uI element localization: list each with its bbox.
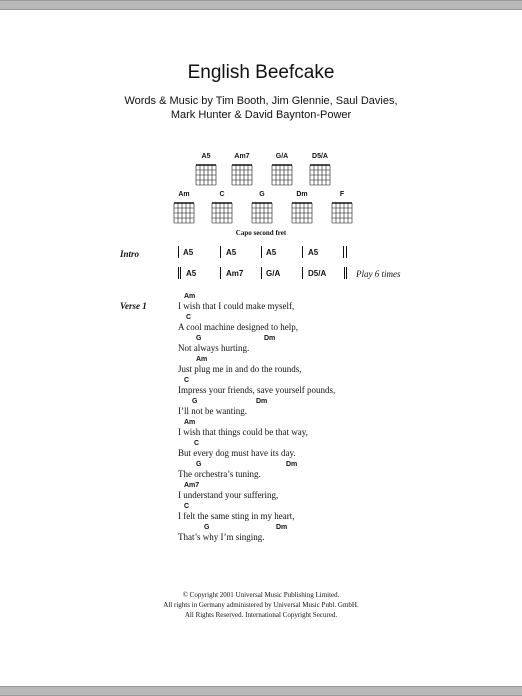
chord-symbol: G	[204, 524, 210, 531]
chord-name: G/A	[275, 153, 289, 160]
credits-line-2: Mark Hunter & David Baynton-Power	[170, 109, 352, 121]
chord-diagram-d5-over-a	[300, 153, 340, 188]
lyric-line: I understand your suffering,	[178, 490, 279, 500]
chord-symbol: G	[192, 398, 198, 405]
lyric-line: I’ll not be wanting.	[178, 406, 247, 416]
lyric-line: I felt the same sting in my heart,	[178, 511, 295, 521]
fretboard-grid	[329, 200, 355, 226]
bar-chord: A5	[183, 248, 194, 257]
chord-symbol: Dm	[276, 524, 288, 531]
lyric-line: The orchestra’s tuning.	[178, 469, 261, 479]
chord-name: Am	[178, 191, 190, 198]
chord-symbol: G	[196, 335, 202, 342]
copyright-notice	[0, 590, 522, 620]
bar-chord: A5	[308, 248, 319, 257]
copyright-line-2: All rights in Germany administered by Universal Music Publ. GmbH.	[163, 601, 359, 609]
bar-chord: D5/A	[308, 269, 327, 278]
lyric-line: Not always hurting.	[178, 343, 250, 353]
chord-name: C	[219, 191, 225, 198]
chord-name: Dm	[296, 191, 308, 198]
repeat-start-barline	[180, 267, 181, 279]
chord-diagram-g-over-a	[262, 153, 302, 188]
chord-diagram-am7	[222, 153, 262, 188]
chord-symbol: Am7	[184, 482, 200, 489]
fretboard-grid	[193, 162, 219, 188]
barline	[261, 246, 262, 258]
barline	[302, 246, 303, 258]
chord-name: G	[259, 191, 265, 198]
chord-symbol: C	[184, 377, 190, 384]
repeat-instruction: Play 6 times	[356, 269, 401, 279]
bar-chord: A5	[186, 269, 197, 278]
fretboard-grid	[307, 162, 333, 188]
chord-diagram-dm	[282, 191, 322, 226]
barline	[220, 246, 221, 258]
repeat-end-barline	[346, 267, 347, 279]
chord-symbol: Am	[184, 293, 196, 300]
chord-symbol: C	[194, 440, 200, 447]
repeat-start-barline	[178, 267, 179, 279]
credits-line-1: Words & Music by Tim Booth, Jim Glennie, Saul Davies,	[124, 95, 398, 107]
chord-diagram-am	[164, 191, 204, 226]
fretboard-grid	[209, 200, 235, 226]
chord-diagram-c	[202, 191, 242, 226]
chord-symbol: Dm	[256, 398, 268, 405]
barline	[261, 267, 262, 279]
fretboard-grid	[269, 162, 295, 188]
chord-symbol: Dm	[286, 461, 298, 468]
barline	[302, 267, 303, 279]
chord-symbol: Dm	[264, 335, 276, 342]
capo-note: Capo second fret	[235, 229, 287, 237]
sheet-page	[0, 10, 522, 686]
final-barline	[346, 246, 347, 258]
chord-name: D5/A	[312, 153, 328, 160]
top-border-bar	[0, 0, 522, 10]
barline	[178, 246, 179, 258]
lyric-line: But every dog must have its day.	[178, 448, 296, 458]
chord-diagram-g	[242, 191, 282, 226]
chord-symbol: C	[186, 314, 192, 321]
fretboard-grid	[171, 200, 197, 226]
chord-diagram-f	[322, 191, 362, 226]
section-label-intro: Intro	[120, 249, 140, 259]
lyric-line: I wish that things could be that way,	[178, 427, 308, 437]
bar-chord: A5	[266, 248, 277, 257]
chord-name: Am7	[234, 153, 250, 160]
fretboard-grid	[229, 162, 255, 188]
chord-symbol: Am	[184, 419, 196, 426]
song-title: English Beefcake	[187, 62, 335, 83]
chord-diagram-a5	[186, 153, 226, 188]
chord-symbol: Am	[196, 356, 208, 363]
section-label-verse-1: Verse 1	[120, 301, 147, 311]
fretboard-grid	[249, 200, 275, 226]
copyright-line-1: © Copyright 2001 Universal Music Publishing Limited.	[182, 591, 340, 599]
repeat-end-barline	[344, 267, 345, 279]
lyric-line: Impress your friends, save yourself pounds,	[178, 385, 336, 395]
final-barline	[343, 246, 344, 258]
bar-chord: G/A	[266, 269, 281, 278]
chord-name: A5	[201, 153, 211, 160]
lyric-line: That’s why I’m singing.	[178, 532, 265, 542]
copyright-line-3: All Rights Reserved. International Copyright Secured.	[184, 611, 338, 619]
credits	[0, 94, 522, 122]
barline	[220, 267, 221, 279]
lyric-line: Just plug me in and do the rounds,	[178, 364, 302, 374]
fretboard-grid	[289, 200, 315, 226]
chord-name: F	[339, 191, 345, 198]
bottom-border-bar	[0, 686, 522, 696]
bar-chord: Am7	[226, 269, 244, 278]
chord-symbol: C	[184, 503, 190, 510]
chord-symbol: G	[196, 461, 202, 468]
bar-chord: A5	[226, 248, 237, 257]
lyric-line: I wish that I could make myself,	[178, 301, 295, 311]
lyric-line: A cool machine designed to help,	[178, 322, 298, 332]
